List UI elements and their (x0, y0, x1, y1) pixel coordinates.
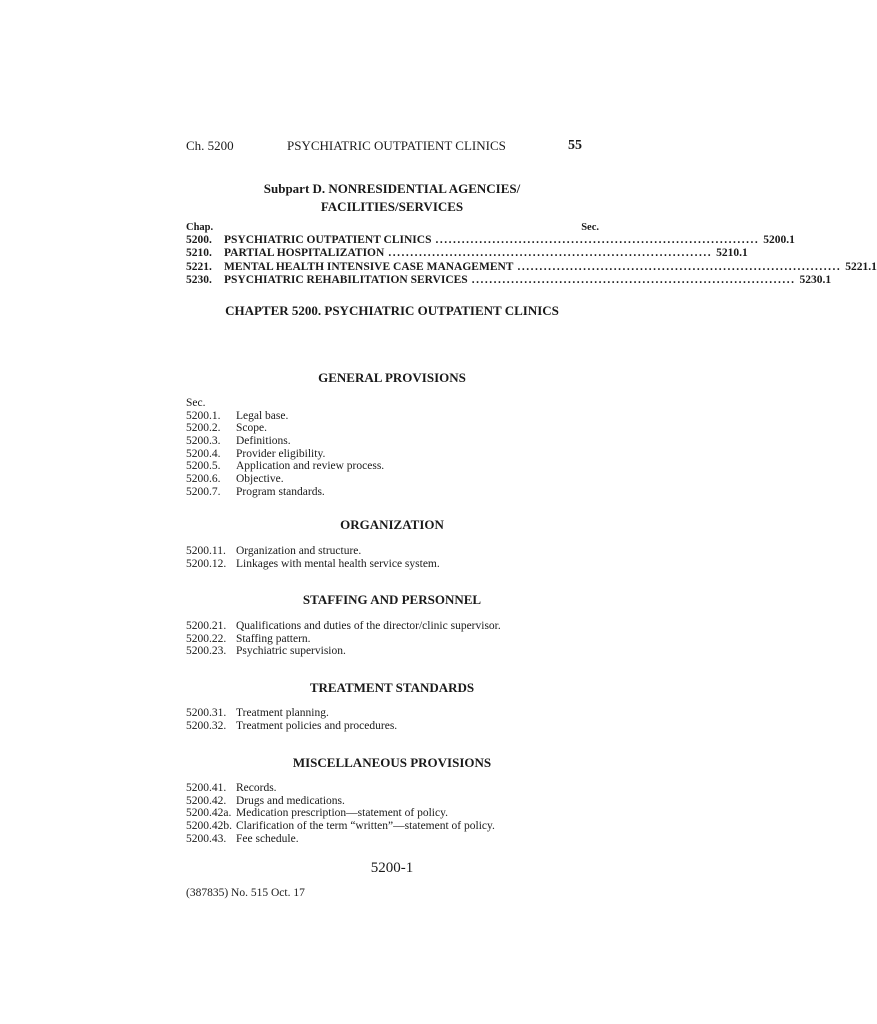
chapter-title: CHAPTER 5200. PSYCHIATRIC OUTPATIENT CLINICS (225, 303, 559, 318)
toc-row (186, 273, 832, 287)
section-number: 5200.31. (186, 707, 227, 719)
list-item (186, 422, 384, 435)
heading-staffing-personnel: STAFFING AND PERSONNEL (302, 592, 482, 607)
section-title: Organization and structure. (236, 545, 362, 557)
heading-treatment-standards: TREATMENT STANDARDS (309, 680, 475, 695)
list-item (186, 645, 501, 658)
list-item (186, 633, 501, 646)
toc-row (186, 260, 877, 274)
toc-section-ref: 5210.1 (716, 247, 748, 260)
staffing-list (186, 620, 501, 658)
list-item (186, 782, 495, 795)
organization-list (186, 545, 440, 570)
subpart-title (186, 180, 598, 216)
list-item (186, 558, 440, 571)
toc-header (186, 222, 599, 234)
list-item (186, 807, 495, 820)
section-title: Qualifications and duties of the director/clinic supervisor. (236, 620, 501, 632)
list-item (186, 435, 384, 448)
section-title: Scope. (236, 422, 267, 435)
section-title: Treatment planning. (236, 707, 329, 719)
running-header-chapter: Ch. 5200 (186, 138, 234, 153)
toc-chapter-title: PSYCHIATRIC OUTPATIENT CLINICS (224, 234, 432, 246)
subpart-line-1: Subpart D. NONRESIDENTIAL AGENCIES/ (263, 181, 521, 196)
heading-general-provisions: GENERAL PROVISIONS (318, 370, 466, 385)
running-header-title: PSYCHIATRIC OUTPATIENT CLINICS (287, 138, 506, 153)
section-number: 5200.42. (186, 794, 227, 807)
section-number: 5200.3. (186, 435, 221, 448)
toc-chapter-number: 5200. (186, 234, 212, 246)
chapter-toc (186, 222, 877, 287)
list-item (186, 707, 397, 720)
running-header-page: 55 (568, 138, 582, 153)
section-title: Treatment policies and procedures. (236, 719, 398, 732)
toc-section-ref: 5230.1 (799, 273, 832, 286)
section-title: Clarification of the term “written”—statement of policy. (236, 820, 495, 833)
list-item (186, 460, 384, 473)
section-title: Drugs and medications. (236, 794, 345, 807)
section-number: 5200.42a. (186, 807, 232, 820)
section-title: Psychiatric supervision. (236, 645, 346, 658)
section-number: 5200.6. (186, 473, 221, 486)
section-title: Objective. (236, 473, 284, 486)
sec-label: Sec. (186, 397, 206, 409)
toc-chapter-title: MENTAL HEALTH INTENSIVE CASE MANAGEMENT (224, 260, 514, 273)
subpart-line-2: FACILITIES/SERVICES (320, 199, 464, 214)
footer-id-line: (387835) No. 515 Oct. 17 (186, 887, 305, 899)
page-number: 5200-1 (370, 860, 414, 876)
section-title: Staffing pattern. (236, 632, 311, 645)
section-number: 5200.12. (186, 557, 227, 570)
section-number: 5200.21. (186, 620, 227, 632)
section-number: 5200.32. (186, 719, 227, 732)
section-number: 5200.2. (186, 422, 221, 435)
section-title: Medication prescription—statement of policy. (236, 807, 448, 820)
section-number: 5200.43. (186, 832, 227, 845)
section-title: Definitions. (236, 435, 291, 448)
section-title: Provider eligibility. (236, 447, 326, 460)
toc-leader-dots: .......................................................................... (471, 273, 796, 286)
toc-section-ref: 5200.1 (763, 234, 795, 246)
list-item (186, 820, 495, 833)
list-item (186, 720, 397, 733)
section-number: 5200.41. (186, 782, 227, 794)
general-provisions-list (186, 397, 384, 499)
miscellaneous-list (186, 782, 495, 845)
section-number: 5200.11. (186, 545, 226, 557)
section-title: Linkages with mental health service system. (236, 557, 440, 570)
section-number: 5200.5. (186, 460, 221, 473)
section-title: Program standards. (236, 485, 325, 498)
section-number: 5200.42b. (186, 820, 232, 833)
toc-row (186, 234, 795, 247)
toc-leader-dots: .......................................................................... (435, 234, 760, 246)
toc-row (186, 247, 748, 260)
list-item (186, 795, 495, 808)
toc-leader-dots: .......................................................................... (517, 260, 842, 273)
list-item (186, 620, 501, 633)
section-number: 5200.22. (186, 632, 227, 645)
section-title: Fee schedule. (236, 832, 299, 845)
section-title: Legal base. (236, 409, 289, 422)
list-item (186, 473, 384, 486)
list-item (186, 833, 495, 846)
heading-organization: ORGANIZATION (340, 517, 444, 532)
treatment-list (186, 707, 397, 732)
section-title: Records. (236, 782, 277, 794)
section-number: 5200.1. (186, 409, 221, 422)
list-item (186, 448, 384, 461)
section-number: 5200.4. (186, 447, 221, 460)
toc-chapter-number: 5230. (186, 273, 212, 286)
toc-chapter-title: PSYCHIATRIC REHABILITATION SERVICES (224, 273, 468, 286)
toc-chapter-number: 5210. (186, 247, 212, 260)
toc-leader-dots: .......................................................................... (388, 247, 713, 260)
toc-section-ref: 5221.1 (845, 260, 877, 273)
toc-chapter-number: 5221. (186, 260, 212, 273)
toc-col-sec: Sec. (581, 222, 599, 233)
heading-miscellaneous-provisions: MISCELLANEOUS PROVISIONS (292, 755, 492, 770)
section-title: Application and review process. (236, 460, 385, 473)
toc-chapter-title: PARTIAL HOSPITALIZATION (224, 247, 385, 260)
list-item (186, 545, 440, 558)
section-number: 5200.23. (186, 645, 227, 658)
section-number: 5200.7. (186, 485, 221, 498)
list-item (186, 410, 384, 423)
list-item (186, 486, 384, 499)
toc-col-chap: Chap. (186, 222, 214, 233)
